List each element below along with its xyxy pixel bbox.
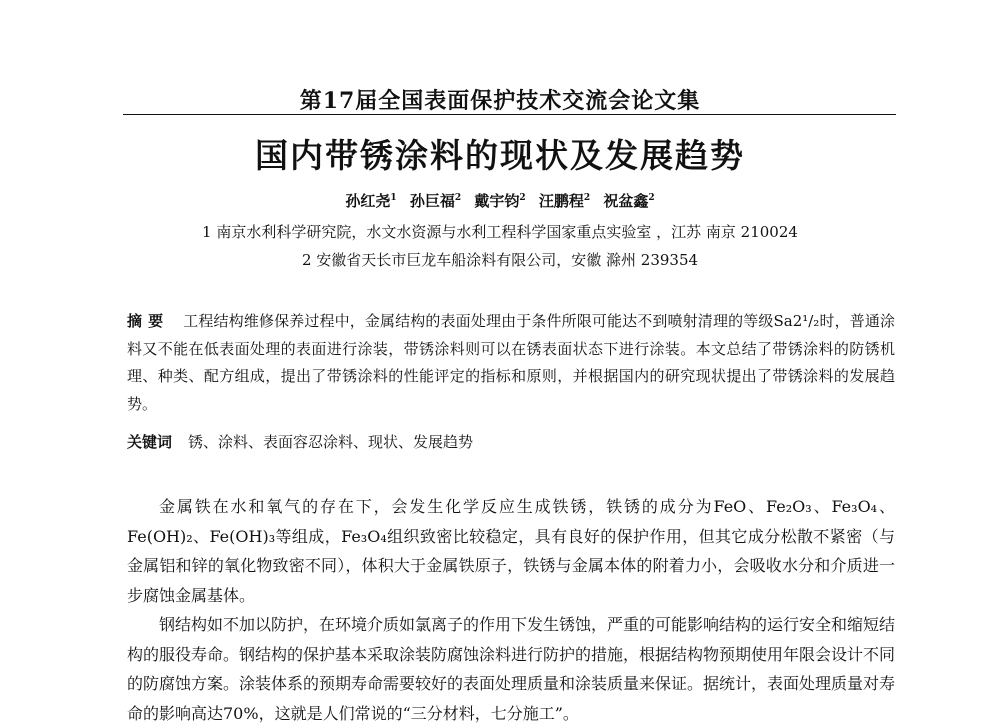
body-paragraph-1: 金属铁在水和氧气的存在下，会发生化学反应生成铁锈，铁锈的成分为FeO、Fe₂O₃、Fe₃O₄、Fe(OH)₂、Fe(OH)₃等组成，Fe₃O₄组织致密比较稳定，具有良好的保护作用，但其它成分松散不紧密（与金属铝和锌的氧化物致密不同），体积大于金属铁原子，铁锈与金属本体的附着力小，会吸收水分和介质进一步腐蚀金属基体。 [127, 497, 895, 605]
affiliation-2: 2 安徽省天长市巨龙车船涂料有限公司，安徽 滁州 239354 [301, 251, 699, 269]
header-rule [123, 114, 896, 115]
author: 孙红尧$^1$ [345, 192, 397, 210]
affiliation-1: 1 南京水利科学研究院，水文水资源与水利工程科学国家重点实验室 ，江苏 南京 210024 [202, 223, 798, 241]
author: 祝盆鑫$^2$ [603, 192, 655, 210]
paper-title: 国内带锈涂料的现状及发展趋势 [255, 136, 745, 175]
author: 孙巨福$^2$ [409, 192, 462, 210]
abstract-label: 摘要 [127, 312, 170, 330]
keywords-label: 关键词 [127, 433, 173, 451]
keywords-text: 锈、涂料、表面容忍涂料、现状、发展趋势 [188, 433, 474, 451]
keywords [127, 429, 895, 456]
abstract [127, 308, 895, 418]
body-paragraph-2: 钢结构如不加以防护，在环境介质如氯离子的作用下发生锈蚀，严重的可能影响结构的运行安全和缩短结构的服役寿命。钢结构的保护基本采取涂装防腐蚀涂料进行防护的措施，根据结构物预期使用年限会设计不同的防腐蚀方案。涂装体系的预期寿命需要较好的表面处理质量和涂装质量来保证。据统计，表面处理质量对寿命的影响高达70%，这就是人们常说的“三分材料，七分施工”。 [127, 615, 896, 723]
author: 汪鹏程$^2$ [538, 192, 591, 210]
body-text [127, 492, 895, 728]
abstract-text: 工程结构维修保养过程中，金属结构的表面处理由于条件所限可能达不到喷射清理的等级Sa2¹/₂时，普通涂料又不能在低表面处理的表面进行涂装，带锈涂料则可以在锈表面状态下进行涂装。本文总结了带锈涂料的防锈机理、种类、配方组成，提出了带锈涂料的性能评定的指标和原则，并根据国内的研究现状提出了带锈涂料的发展趋势。 [127, 312, 895, 413]
author: 戴宇钧$^2$ [474, 192, 526, 210]
running-head: 第17届全国表面保护技术交流会论文集 [299, 88, 701, 114]
author-list [0, 190, 1000, 211]
